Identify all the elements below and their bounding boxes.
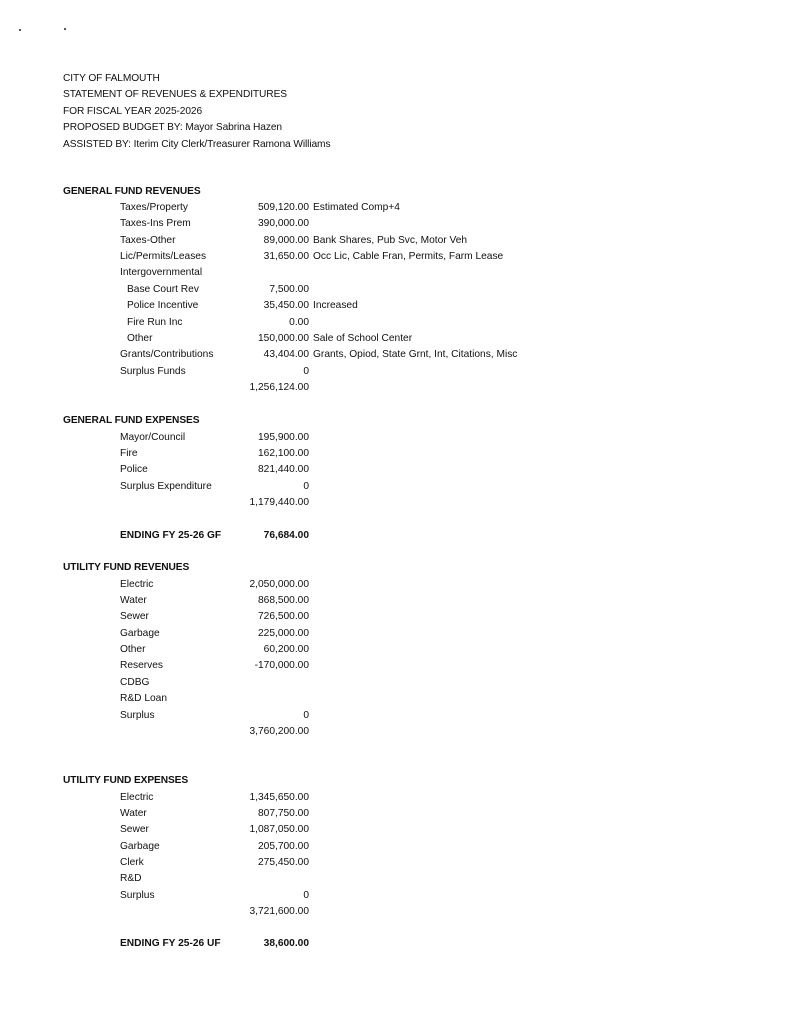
table-row <box>0 317 791 333</box>
table-row <box>0 628 791 644</box>
row-label: Fire Run Inc <box>127 317 183 328</box>
row-label: Base Court Rev <box>127 284 199 295</box>
row-amount: 390,000.00 <box>258 218 309 229</box>
row-label: Clerk <box>120 857 144 868</box>
table-row <box>0 857 791 873</box>
row-label: Taxes/Property <box>120 202 188 213</box>
ending-amount: 38,600.00 <box>263 938 309 949</box>
table-row <box>0 792 791 808</box>
row-label: Surplus Expenditure <box>120 481 212 492</box>
table-row <box>0 808 791 824</box>
section-title-general-fund-expenses: GENERAL FUND EXPENSES <box>63 415 200 426</box>
scan-speck <box>64 28 66 30</box>
table-row <box>0 432 791 448</box>
section-title-general-fund-revenues: GENERAL FUND REVENUES <box>63 186 201 197</box>
row-label: Mayor/Council <box>120 432 186 443</box>
row-amount: 2,050,000.00 <box>249 579 309 590</box>
row-label: Reserves <box>120 660 164 671</box>
row-amount: 0 <box>303 366 309 377</box>
ending-amount: 76,684.00 <box>263 530 309 541</box>
section-title-utility-fund-expenses: UTILITY FUND EXPENSES <box>63 775 189 786</box>
row-amount: 0.00 <box>289 317 309 328</box>
total-amount: 3,760,200.00 <box>249 726 309 737</box>
table-row <box>0 611 791 627</box>
row-amount: -170,000.00 <box>254 660 309 671</box>
table-row <box>0 202 791 218</box>
table-row <box>0 873 791 889</box>
table-row <box>0 333 791 349</box>
row-note: Bank Shares, Pub Svc, Motor Veh <box>313 235 468 246</box>
row-label: Sewer <box>120 611 149 622</box>
assisted-by: ASSISTED BY: Iterim City Clerk/Treasurer Ramona Williams <box>63 138 331 150</box>
row-amount: 0 <box>303 890 309 901</box>
table-row <box>0 481 791 497</box>
row-label: Intergovernmental <box>120 267 203 278</box>
row-amount: 807,750.00 <box>258 808 309 819</box>
table-row <box>0 677 791 693</box>
table-row <box>0 218 791 234</box>
row-label: Police <box>120 464 148 475</box>
table-row <box>0 235 791 251</box>
row-label: Electric <box>120 792 154 803</box>
table-row <box>0 841 791 857</box>
row-amount: 275,450.00 <box>258 857 309 868</box>
row-label: Surplus <box>120 890 155 901</box>
table-row <box>0 644 791 660</box>
table-row <box>0 464 791 480</box>
total-row <box>0 382 791 398</box>
scan-speck <box>19 29 21 31</box>
total-row <box>0 497 791 513</box>
table-row <box>0 300 791 316</box>
row-amount: 205,700.00 <box>258 841 309 852</box>
row-amount: 195,900.00 <box>258 432 309 443</box>
table-row <box>0 660 791 676</box>
table-row <box>0 251 791 267</box>
table-row <box>0 267 791 283</box>
row-amount: 43,404.00 <box>263 349 309 360</box>
row-note: Increased <box>313 300 358 311</box>
ending-balance-row <box>0 938 791 954</box>
row-amount: 1,087,050.00 <box>249 824 309 835</box>
row-label: Garbage <box>120 628 160 639</box>
row-amount: 509,120.00 <box>258 202 309 213</box>
row-amount: 726,500.00 <box>258 611 309 622</box>
row-amount: 60,200.00 <box>263 644 309 655</box>
row-label: Garbage <box>120 841 160 852</box>
row-amount: 35,450.00 <box>263 300 309 311</box>
total-row <box>0 906 791 922</box>
ending-balance-row <box>0 530 791 546</box>
row-label: Grants/Contributions <box>120 349 214 360</box>
row-label: Taxes-Ins Prem <box>120 218 191 229</box>
city-name: CITY OF FALMOUTH <box>63 73 160 84</box>
row-note: Occ Lic, Cable Fran, Permits, Farm Lease <box>313 251 504 262</box>
row-label: Other <box>127 333 153 344</box>
row-amount: 0 <box>303 710 309 721</box>
row-note: Estimated Comp+4 <box>313 202 400 213</box>
total-row <box>0 726 791 742</box>
row-label: Fire <box>120 448 138 459</box>
row-amount: 162,100.00 <box>258 448 309 459</box>
row-label: R&D Loan <box>120 693 168 704</box>
row-label: Sewer <box>120 824 149 835</box>
row-label: Water <box>120 595 147 606</box>
row-label: Lic/Permits/Leases <box>120 251 207 262</box>
ending-label: ENDING FY 25-26 GF <box>120 530 222 541</box>
total-amount: 1,179,440.00 <box>249 497 309 508</box>
row-label: Electric <box>120 579 154 590</box>
row-label: CDBG <box>120 677 150 688</box>
table-row <box>0 710 791 726</box>
row-label: Surplus Funds <box>120 366 186 377</box>
table-row <box>0 693 791 709</box>
section-title-utility-fund-revenues: UTILITY FUND REVENUES <box>63 562 190 573</box>
table-row <box>0 579 791 595</box>
row-label: Taxes-Other <box>120 235 176 246</box>
table-row <box>0 366 791 382</box>
table-row <box>0 595 791 611</box>
table-row <box>0 349 791 365</box>
row-label: Surplus <box>120 710 155 721</box>
row-amount: 868,500.00 <box>258 595 309 606</box>
row-note: Sale of School Center <box>313 333 413 344</box>
table-row <box>0 824 791 840</box>
proposed-by: PROPOSED BUDGET BY: Mayor Sabrina Hazen <box>63 122 282 134</box>
statement-title: STATEMENT OF REVENUES & EXPENDITURES <box>63 89 287 101</box>
row-amount: 150,000.00 <box>258 333 309 344</box>
row-label: Other <box>120 644 146 655</box>
row-amount: 31,650.00 <box>263 251 309 262</box>
table-row <box>0 284 791 300</box>
table-row <box>0 448 791 464</box>
row-amount: 1,345,650.00 <box>249 792 309 803</box>
document-header <box>63 71 330 153</box>
row-amount: 821,440.00 <box>258 464 309 475</box>
table-row <box>0 890 791 906</box>
row-amount: 0 <box>303 481 309 492</box>
ending-label: ENDING FY 25-26 UF <box>120 938 221 949</box>
fiscal-year: FOR FISCAL YEAR 2025-2026 <box>63 105 203 117</box>
row-label: Water <box>120 808 147 819</box>
total-amount: 3,721,600.00 <box>249 906 309 917</box>
row-amount: 225,000.00 <box>258 628 309 639</box>
row-amount: 89,000.00 <box>263 235 309 246</box>
row-note: Grants, Opiod, State Grnt, Int, Citations, Misc <box>313 349 518 360</box>
row-label: R&D <box>120 873 142 884</box>
total-amount: 1,256,124.00 <box>249 382 309 393</box>
row-label: Police Incentive <box>127 300 199 311</box>
row-amount: 7,500.00 <box>269 284 309 295</box>
